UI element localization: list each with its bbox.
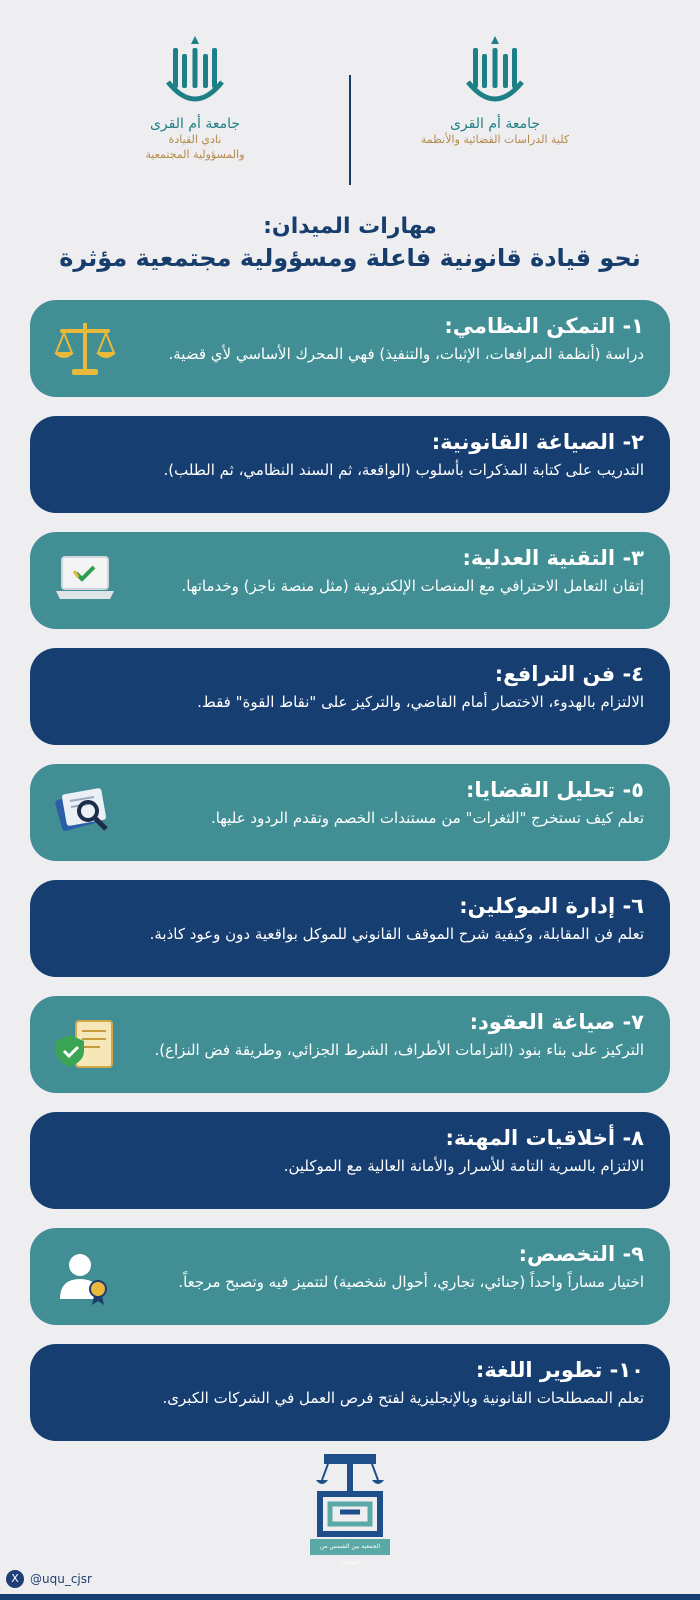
skill-card-title: ٣- التقنية العدلية:	[462, 546, 644, 570]
page-subtitle: نحو قيادة قانونية فاعلة ومسؤولية مجتمعية مؤثرة	[59, 244, 641, 272]
skill-card-title: ٩- التخصص:	[518, 1242, 644, 1266]
skill-card-body: تعلم كيف تستخرج "الثغرات" من مستندات الخصم وتقدم الردود عليها.	[210, 809, 644, 827]
skill-card-8	[30, 1112, 670, 1209]
skill-card-title: ٥- تحليل القضايا:	[465, 778, 644, 802]
association-emblem-icon	[310, 1450, 390, 1538]
skill-card-title: ٨- أخلاقيات المهنة:	[445, 1126, 644, 1150]
skill-card-body: اختيار مساراً واحداً (جنائي، تجاري، أحوال شخصية) لتتميز فيه وتصبح مرجعاً.	[178, 1273, 644, 1291]
college-logo	[395, 30, 595, 180]
university-emblem-icon	[160, 30, 230, 110]
footer-bar	[0, 1594, 700, 1600]
skill-card-body: إتقان التعامل الاحترافي مع المنصات الإلكترونية (مثل منصة ناجز) وخدماتها.	[181, 577, 644, 595]
skill-card-6	[30, 880, 670, 977]
skill-card-body: التدريب على كتابة المذكرات بأسلوب (الواقعة، ثم السند النظامي، ثم الطلب).	[163, 461, 644, 479]
association-logo-caption: الجمعية بين الشمس من الميدان	[310, 1539, 390, 1555]
college-logo-name: جامعة أم القرى	[449, 116, 541, 132]
skill-card-title: ٤- فن الترافع:	[494, 662, 644, 686]
university-emblem-icon	[460, 30, 530, 110]
skill-card-5	[30, 764, 670, 861]
skill-card-title: ٦- إدارة الموكلين:	[459, 894, 644, 918]
club-logo-subtitle-2: والمسؤولية المجتمعية	[145, 148, 245, 161]
skill-card-7	[30, 996, 670, 1093]
contract-shield-icon	[50, 1013, 120, 1077]
document-search-icon	[50, 781, 120, 845]
association-logo	[310, 1450, 390, 1566]
header-logos	[0, 30, 700, 180]
skill-card-body: الالتزام بالسرية التامة للأسرار والأمانة العالية مع الموكلين.	[283, 1157, 644, 1175]
college-logo-subtitle: كلية الدراسات القضائية والأنظمة	[420, 133, 570, 146]
skill-card-body: تعلم المصطلحات القانونية وبالإنجليزية لفتح فرص العمل في الشركات الكبرى.	[162, 1389, 644, 1407]
club-logo-subtitle-1: نادي القيادة	[168, 133, 222, 146]
scales-icon	[50, 317, 120, 381]
skill-card-3	[30, 532, 670, 629]
skill-card-10	[30, 1344, 670, 1441]
certified-person-icon	[50, 1245, 120, 1309]
social-handle[interactable]	[6, 1570, 92, 1588]
skill-card-body: الالتزام بالهدوء، الاختصار أمام القاضي، والتركيز على "نقاط القوة" فقط.	[197, 693, 644, 711]
skill-card-title: ٧- صياغة العقود:	[469, 1010, 644, 1034]
page-title-block	[30, 212, 670, 274]
skill-card-body: تعلم فن المقابلة، وكيفية شرح الموقف القانوني للموكل بواقعية دون وعود كاذبة.	[149, 925, 644, 943]
laptop-icon	[50, 549, 120, 613]
social-handle-text: @uqu_cjsr	[30, 1572, 92, 1586]
skill-card-title: ١- التمكن النظامي:	[444, 314, 644, 338]
skill-card-body: دراسة (أنظمة المرافعات، الإثبات، والتنفيذ) فهي المحرك الأساسي لأي قضية.	[168, 345, 644, 363]
club-logo-name: جامعة أم القرى	[149, 116, 241, 132]
skill-card-4	[30, 648, 670, 745]
x-logo-icon: X	[6, 1570, 24, 1588]
skill-card-body: التركيز على بناء بنود (التزامات الأطراف، الشرط الجزائي، وطريقة فض النزاع).	[154, 1041, 644, 1059]
skill-card-9	[30, 1228, 670, 1325]
skill-card-title: ١٠- تطوير اللغة:	[475, 1358, 644, 1382]
club-logo	[95, 30, 295, 180]
skill-card-1	[30, 300, 670, 397]
skill-card-title: ٢- الصياغة القانونية:	[431, 430, 644, 454]
page-title: مهارات الميدان:	[263, 214, 437, 239]
skill-card-2	[30, 416, 670, 513]
logo-divider	[349, 75, 351, 185]
